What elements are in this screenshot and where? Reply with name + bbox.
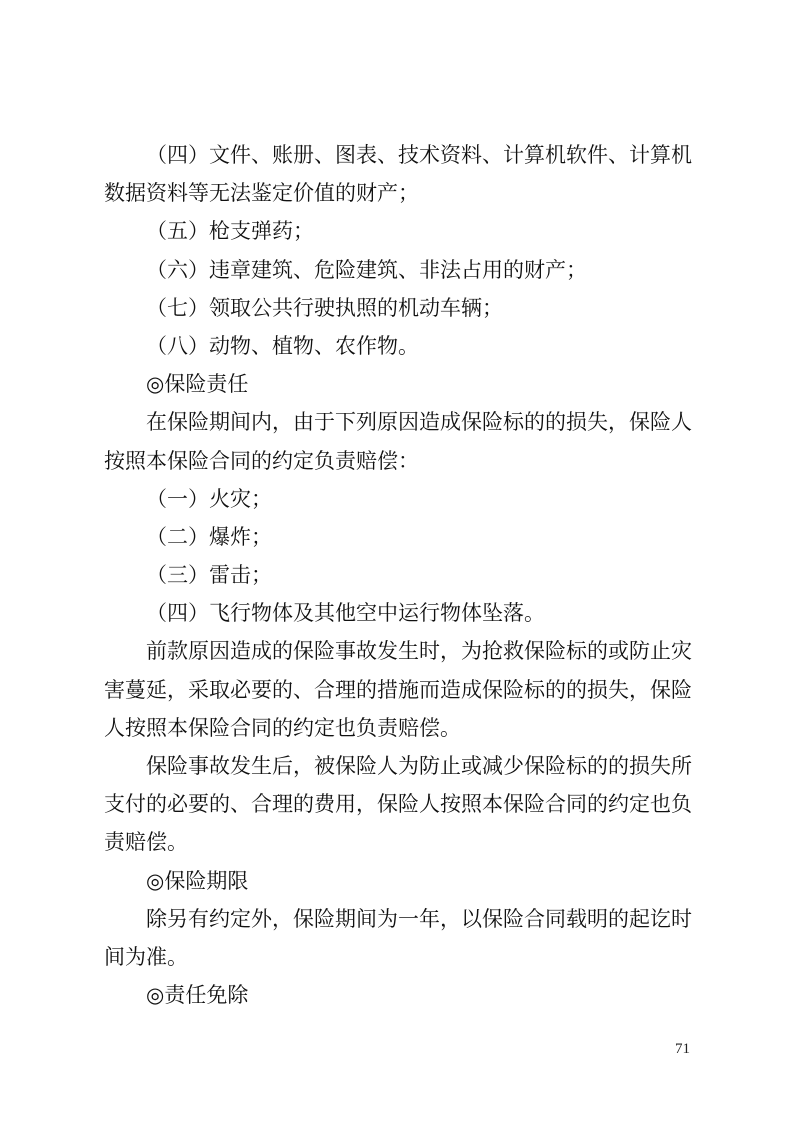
text-line: （三）雷击；: [146, 563, 272, 588]
section-heading: ◎保险责任: [146, 372, 249, 397]
text-line: 除另有约定外，保险期间为一年，以保险合同载明的起讫时: [146, 906, 692, 931]
text-line: 支付的必要的、合理的费用，保险人按照本保险合同的约定也负: [104, 792, 692, 817]
text-line: （一）火灾；: [146, 486, 272, 511]
section-heading: ◎责任免除: [146, 983, 249, 1008]
text-line: 前款原因造成的保险事故发生时，为抢救保险标的或防止灾: [146, 639, 692, 664]
page-number: 71: [675, 1041, 690, 1057]
text-line: （五）枪支弹药；: [146, 219, 314, 244]
text-line: 保险事故发生后，被保险人为防止或减少保险标的的损失所: [146, 754, 692, 778]
text-line: （二）爆炸；: [146, 524, 272, 549]
text-line: （四）飞行物体及其他空中运行物体坠落。: [146, 601, 545, 626]
section-heading: ◎保险期限: [146, 868, 249, 893]
text-line: 间为准。: [104, 944, 188, 969]
text-line: （四）文件、账册、图表、技术资料、计算机软件、计算机: [146, 143, 692, 167]
text-line: 人按照本保险合同的约定也负责赔偿。: [104, 715, 461, 740]
text-line: 责赔偿。: [104, 830, 188, 855]
text-line: 数据资料等无法鉴定价值的财产；: [104, 181, 419, 206]
text-line: （七）领取公共行驶执照的机动车辆；: [146, 295, 503, 320]
text-line: 在保险期间内，由于下列原因造成保险标的的损失，保险人: [146, 410, 692, 435]
text-line: （六）违章建筑、危险建筑、非法占用的财产；: [146, 257, 587, 282]
text-line: （八）动物、植物、农作物。: [146, 333, 419, 358]
text-line: 害蔓延，采取必要的、合理的措施而造成保险标的的损失，保险: [104, 677, 692, 702]
body-text: [104, 136, 694, 1014]
text-line: 按照本保险合同的约定负责赔偿：: [104, 448, 419, 473]
